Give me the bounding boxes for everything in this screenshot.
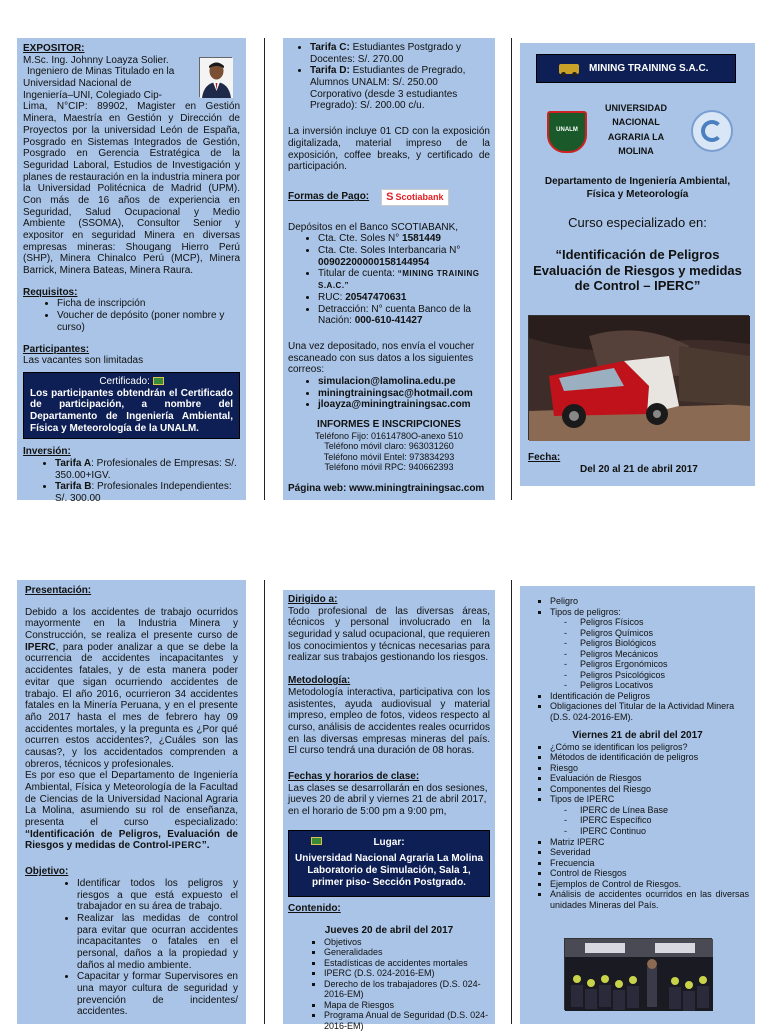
list-item: ▪ Peligro: [550, 596, 749, 607]
department-name: Departamento de Ingeniería Ambiental, Física y Meteorología: [544, 176, 731, 200]
panel-pagos: [283, 38, 495, 500]
accident-photo: [528, 315, 749, 440]
contenido-heading: Contenido:: [288, 903, 341, 915]
presentacion-part: Es por eso que el Departamento de Ingeniería Ambiental, Física y Meteorología de la Facultad de Ciencias de la Universidad Nacional Agraria La Molina, asumiendo su rol de enseñanza, presenta el curso especializado:: [25, 770, 238, 829]
presentacion-text-2: [25, 770, 238, 852]
metodologia-text: Metodología interactiva, participativa con los asistentes, ayuda audiovisual y material impreso, empleo de fotos, videos respecto al curso, análisis de accidentes reales ocurridos en las diversas empresas mineras del país. El curso tendrá una duración de 08 horas.: [288, 686, 490, 757]
certificate-icon: [153, 377, 164, 385]
telefono-line: Teléfono Fijo: 01614780O-anexo 510: [314, 430, 464, 441]
list-item: - Peligros Mecánicos: [580, 649, 749, 660]
tarifa-label: Tarifa D:: [310, 65, 350, 77]
expositor-photo: [199, 57, 232, 97]
tarifa-label: Tarifa A: [55, 458, 92, 469]
list-item: [55, 458, 240, 481]
list-item: - IPERC Continuo: [580, 826, 749, 837]
list-item: ▪ Estadísticas de accidentes mortales: [324, 958, 490, 969]
expositor-line: Ingeniería–UNI, Colegiado Cip-: [23, 89, 162, 101]
tarifa-text: Estudiantes Postgrado y Docentes: S/. 270.00: [310, 42, 462, 65]
tarifa-text: Estudiantes de Pregrado, Alumnos UNALM: S/. 250.00 Corporativo (desde 3 estudiantes Pregrado): S/. 200.00 c/u.: [310, 65, 466, 112]
list-item: ▪ Identificación de Peligros: [550, 691, 749, 702]
voucher-text: Una vez depositado, nos envía el voucher escaneado con sus datos a los siguientes correos:: [288, 340, 475, 376]
correos-list: [288, 376, 490, 411]
scotiabank-wordmark: Scotiabank: [395, 192, 444, 203]
certificado-title-row: [30, 376, 233, 388]
tipos-peligros-label: Tipos de peligros:: [550, 606, 621, 617]
list-item: - Peligros Físicos: [580, 617, 749, 628]
contenido-list-1: [526, 596, 749, 722]
email-link[interactable]: • jloayza@miningtrainingsac.com: [318, 399, 490, 411]
viernes-list: [526, 742, 749, 910]
panel-cover: [520, 43, 755, 486]
presentacion-part: , para poder analizar a que se debe la ocurrencia de accidentes incapacitantes y accidentes fatales, y de esta manera poder evitar que sigan ocurriendo accidentes de trabajo. El año 2016, ocurrieron 34 accidentes fatales en la Minería Peruana, y en el presente año 2017 hasta el mes de febrero hay 09 accidentes mortales, y la pregunta es ¿Por qué ocurren estos accidentes?, ¿Cuáles son las causas?, y los accidentados comprenden a obreros, técnicos y profesionales.: [25, 641, 238, 770]
detraccion-label: Detracción: N° cuenta Banco de la Nación:: [318, 303, 471, 327]
list-item: - IPERC Específico: [580, 815, 749, 826]
tipos-peligros-list: [550, 617, 749, 691]
list-item: ▪ Programa Anual de Seguridad (D.S. 024-2016-EM): [324, 1010, 490, 1031]
course-name-end: ”.: [201, 840, 210, 852]
telefono-line: Teléfono móvil Entel: 973834293: [323, 451, 455, 462]
pagina-web[interactable]: Página web: www.miningtrainingsac.com: [288, 482, 485, 494]
list-item: [318, 268, 490, 291]
company-banner: [536, 54, 736, 83]
list-item: ▪ ¿Cómo se identifican los peligros?: [550, 742, 749, 753]
formas-pago-heading: Formas de Pago:: [288, 191, 370, 203]
crushed-truck-image: [529, 316, 750, 441]
telefono-line: Teléfono móvil claro: 963031260: [324, 441, 454, 452]
list-item: [318, 292, 490, 304]
tipos-iperc-label: Tipos de IPERC: [550, 794, 615, 805]
list-item: - Peligros Químicos: [580, 628, 749, 639]
requisitos-list: [23, 298, 240, 333]
scotiabank-s-icon: S: [386, 190, 394, 203]
list-item: • Realizar las medidas de control para evitar que ocurran accidentes incapacitantes o fatales en el personal, daños a la propiedad y daños al medio ambiente.: [77, 913, 238, 971]
list-item: [550, 607, 749, 691]
cta-soles-value: 1581449: [402, 233, 441, 245]
fold-line: [511, 38, 512, 500]
list-item: [550, 794, 749, 836]
cta-interbancaria-value: 00902200000158144954: [318, 256, 430, 268]
list-item: [318, 245, 490, 268]
expositor-line: Ingeniero de Minas Titulado en la: [27, 66, 175, 78]
person-photo-icon: [200, 58, 233, 98]
list-item: [310, 65, 490, 112]
fecha-heading: Fecha:: [528, 452, 561, 463]
titular-label: Titular de cuenta:: [318, 268, 398, 280]
viernes-title: Viernes 21 de abril del 2017: [572, 730, 703, 742]
tarifa-text: : Profesionales Independientes: S/. 300.00: [55, 481, 232, 505]
classroom-photo: [564, 938, 712, 1010]
expositor-bio: Lima, N°CIP: 89902, Magister en Gestión Minera, Maestría en Gestión y Dirección de Proyectos por la universidad León de España, Posgrado en Sistemas Integrados de Gestión, Posgrado en Gerencia Estratégica de la Seguridad Laboral, Estudios de Investigación y planes de restauración en la industria minera por la Universidad Politécnica de Madrid (UPM). Con más de 16 años de experiencia en Seguridad, Salud Ocupacional y Medio Ambiente (SSOMA), Consultor Senior y expositor en seguridad Minera en diversas empresas mineras: Shougang Hierro Perú (SHP), Minera Chinalco Perú (MCP), Minera Barrick, Minera Bateas, Minera Raura.: [23, 101, 240, 277]
panel-dirigido: [283, 590, 495, 1031]
cta-interbancaria-label: Cta. Cte. Soles Interbancaria N°: [318, 245, 461, 257]
university-line: MOLINA: [618, 146, 654, 157]
panel-contenido: [520, 586, 755, 1024]
list-item: ▪ Análisis de accidentes ocurridos en las diversas unidades Mineras del País.: [550, 889, 749, 910]
list-item: ▪ Métodos de identificación de peligros: [550, 752, 749, 763]
course-title: “Identificación de Peligros Evaluación de Riesgos y medidas de Control – IPERC”: [533, 247, 742, 294]
certificado-title: Certificado:: [99, 375, 150, 387]
list-item: ▪ Obligaciones del Titular de la Actividad Minera (D.S. 024-2016-EM).: [550, 701, 749, 722]
expositor-name: M.Sc. Ing. Johnny Loayza Solier.: [23, 54, 169, 66]
presentacion-heading: Presentación:: [25, 585, 92, 596]
iperc-bold: IPERC: [25, 641, 56, 653]
inversion-heading: Inversión:: [23, 446, 71, 458]
list-item: • Ficha de inscripción: [57, 298, 240, 310]
objetivo-heading: Objetivo:: [25, 866, 69, 878]
certificado-text: Los participantes obtendrán el Certificado de participación, a nombre del Departamento de Ingeniería Ambiental, Física y Meteorología de la UNALM.: [30, 387, 233, 434]
iperc-bold: IPERC: [171, 840, 202, 851]
dirigido-text: Todo profesional de las diversas áreas, técnicos y personal involucrado en la seguridad y salud ocupacional, que requieren los conocimientos y técnicas necesarias para realizar sus trabajos gestionando los riesgos.: [288, 605, 490, 664]
list-item: - IPERC de Línea Base: [580, 805, 749, 816]
list-item: ▪ Severidad: [550, 847, 749, 858]
truck-logo-icon: [559, 64, 579, 74]
jueves-title: Jueves 20 de abril del 2017: [324, 925, 454, 937]
tarifa-label: Tarifa B: [55, 481, 92, 493]
presentacion-text: [25, 607, 238, 771]
telefonos-block: [288, 431, 490, 473]
list-item: - Peligros Locativos: [580, 680, 749, 691]
list-item: ▪ Evaluación de Riesgos: [550, 773, 749, 784]
ruc-value: 20547470631: [345, 291, 407, 303]
detraccion-value: 000-610-41427: [354, 315, 423, 327]
list-item: - Peligros Biológicos: [580, 638, 749, 649]
inversion-incluye: La inversión incluye 01 CD con la exposición digitalizada, material impreso de la exposición, coffee breaks, y certificado de participación.: [288, 126, 490, 173]
list-item: ▪ IPERC (D.S. 024-2016-EM): [324, 968, 490, 979]
company-name: MINING TRAINING S.A.C.: [589, 62, 709, 74]
list-item: ▪ Frecuencia: [550, 858, 749, 869]
certificado-box: [23, 372, 240, 439]
ruc-label: RUC:: [318, 291, 346, 303]
list-item: ▪ Objetivos: [324, 937, 490, 948]
cuentas-list: [288, 233, 490, 327]
tarifas-list-continued: [288, 42, 490, 112]
list-item: [55, 481, 240, 504]
location-icon: [311, 837, 322, 845]
list-item: [318, 233, 490, 245]
titular-value: “MINING TRAINING S.A.C.”: [318, 269, 480, 291]
list-item: • Capacitar y formar Supervisores en una mayor cultura de seguridad y prevención de incidentes/ accidentes.: [77, 971, 238, 1018]
unalm-crest-icon: [547, 111, 587, 153]
fold-line: [511, 580, 512, 1024]
university-line: NACIONAL: [612, 117, 660, 128]
tarifas-list: [23, 458, 240, 505]
university-line: AGRARIA LA: [607, 131, 665, 142]
formas-pago-row: [288, 189, 490, 206]
fechas-text: Las clases se desarrollarán en dos sesiones, jueves 20 de abril y viernes 21 de abril 2017, en el horario de 5:00 pm a 9:00 pm,: [288, 782, 488, 817]
list-item: - Peligros Ergonómicos: [580, 659, 749, 670]
list-item: [310, 42, 490, 65]
presentacion-part: Debido a los accidentes de trabajo ocurridos mayormente en la Industria Minera y Construcción, se realiza el presente curso de: [25, 606, 238, 642]
list-item: ▪ Control de Riesgos: [550, 868, 749, 879]
email-link[interactable]: • simulacion@lamolina.edu.pe: [318, 376, 490, 388]
tarifa-text: : Profesionales de Empresas: S/. 350.00+IGV.: [55, 458, 237, 481]
participantes-heading: Participantes:: [23, 343, 90, 355]
panel-presentacion: [17, 580, 246, 1024]
lugar-title-row: [295, 837, 483, 849]
jueves-list: [288, 937, 490, 1031]
fecha-value: Del 20 al 21 de abril 2017: [580, 464, 698, 475]
list-item: - Peligros Psicológicos: [580, 670, 749, 681]
tarifa-label: Tarifa C:: [310, 42, 350, 53]
lugar-title: Lugar:: [373, 836, 405, 848]
scotiabank-logo: [381, 189, 448, 206]
depositos-intro: Depósitos en el Banco SCOTIABANK,: [288, 221, 459, 233]
list-item: ▪ Ejemplos de Control de Riesgos.: [550, 879, 749, 890]
list-item: • Identificar todos los peligros y riesgos a que está expuesto el trabajador en su área de trabajo.: [77, 878, 238, 913]
classroom-image: [565, 939, 713, 1011]
university-name: [595, 101, 677, 159]
cta-soles-label: Cta. Cte. Soles N°: [318, 233, 403, 245]
list-item: ▪ Riesgo: [550, 763, 749, 774]
participantes-text: Las vacantes son limitadas: [23, 355, 144, 367]
email-link[interactable]: • miningtrainingsac@hotmail.com: [318, 388, 490, 400]
fold-line: [264, 38, 265, 500]
fold-line: [264, 580, 265, 1024]
lugar-text: Universidad Nacional Agraria La Molina Laboratorio de Simulación, Sala 1, primer piso- Sección Postgrado.: [295, 853, 484, 888]
list-item: [318, 304, 490, 327]
list-item: ▪ Componentes del Riesgo: [550, 784, 749, 795]
list-item: ▪ Derecho de los trabajadores (D.S. 024-2016-EM): [324, 979, 490, 1000]
list-item: ▪ Generalidades: [324, 947, 490, 958]
curso-label: Curso especializado en:: [568, 215, 707, 230]
dirigido-heading: Dirigido a:: [288, 594, 338, 605]
list-item: • Voucher de depósito (poner nombre y curso): [57, 310, 240, 333]
list-item: ▪ Matriz IPERC: [550, 837, 749, 848]
expositor-line: Universidad Nacional de: [23, 78, 132, 90]
metodologia-heading: Metodología:: [288, 675, 351, 687]
university-line: UNIVERSIDAD: [604, 103, 667, 113]
lugar-box: [288, 830, 490, 898]
department-logo-icon: [691, 110, 733, 152]
crest-text: UNALM: [556, 127, 578, 133]
expositor-heading: EXPOSITOR:: [23, 43, 85, 54]
informes-title: INFORMES E INSCRIPCIONES: [317, 419, 461, 431]
objetivos-list: [25, 878, 238, 1018]
fechas-heading: Fechas y horarios de clase:: [288, 770, 420, 782]
telefono-line: Teléfono móvil RPC: 940662393: [324, 462, 454, 473]
list-item: ▪ Mapa de Riesgos: [324, 1000, 490, 1011]
panel-expositor: [17, 38, 246, 505]
requisitos-heading: Requisitos:: [23, 286, 78, 298]
course-name-bold: “Identificación de Peligros, Evaluación de Riesgos y medidas de Control-: [25, 828, 238, 852]
tipos-iperc-list: [550, 805, 749, 837]
